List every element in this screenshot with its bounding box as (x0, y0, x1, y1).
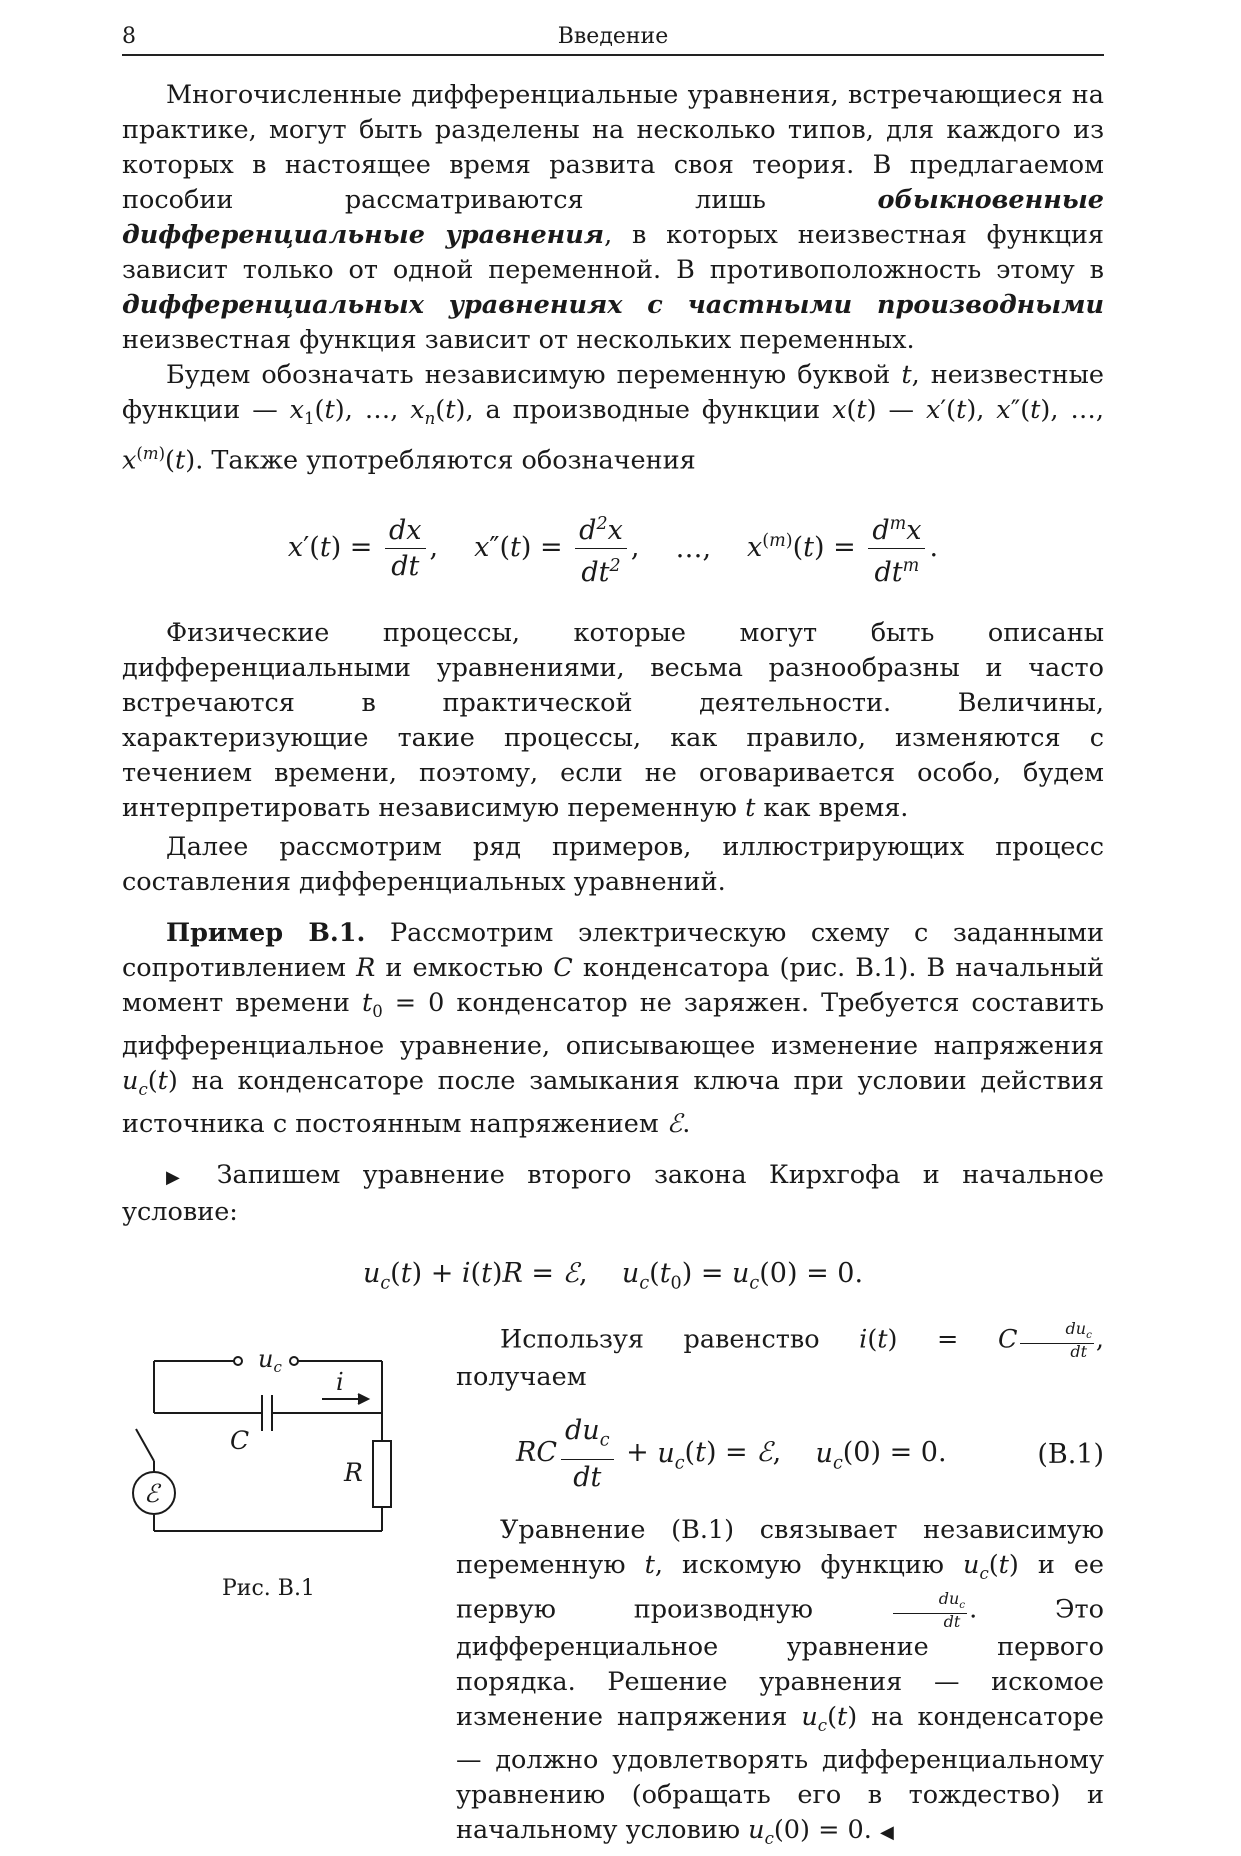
figure-block (122, 1321, 1104, 1856)
running-header (122, 20, 1104, 56)
figure-caption: Рис. В.1 (222, 1576, 315, 1602)
kirchhoff-equation: $u_c(t) + i(t)R$ = ℰ, $u_c(t_0) = u_c(0) = 0$. (362, 1257, 864, 1294)
resistor-label: R (344, 1458, 363, 1488)
paragraph-tail: Уравнение (В.1) связывает независимую переменную t, искомую функцию $u_c(t)$ и ее первую производную $\frac{du_c}{dt}$ . Это дифференциальное уравнение первого порядка. Решение уравнения — искомое изменение напряжения $u_c(t)$ на конденсаторе — должно удовлетворять дифференциальному уравнению (обращать его в тождество) и начальному условию $u_c(0) = 0$. ◀ (456, 1514, 1105, 1849)
paragraph-intro: Многочисленные дифференциальные уравнения, встречающиеся на практике, могут быть разделены на несколько типов, для каждого из которых в настоящее время развита своя теория. В предлагаемом пособии рассматриваются лишь обыкновенные дифференциальные уравнения, в которых неизвестная функция зависит только от одной переменной. В противоположность этому в дифференциальных уравнениях с частными производными неизвестная функция зависит от нескольких переменных. (122, 80, 1104, 355)
current-arrowhead (358, 1394, 368, 1404)
proof-start-icon: ▶ (166, 1166, 195, 1188)
page (122, 0, 1105, 1849)
equation-label: (В.1) (1037, 1438, 1104, 1470)
right-column (456, 1321, 1104, 1856)
proof-end-icon: ◀ (880, 1822, 894, 1844)
paragraph-notation: Будем обозначать независимую переменную буквой t, неизвестные функции — $x_1(t)$, …, $x_n(t)$, а производные функции x(t) — x′(t), x″(t), …, $x^{(m)}(t)$. Также употребляются обозначения (122, 360, 1104, 476)
paragraph-using: Используя равенство i(t) = C $\frac{du_c}{dt}$ , получаем (456, 1319, 1104, 1393)
main-text (122, 78, 1104, 1856)
example-label: Пример В.1. (166, 917, 366, 948)
resistor (373, 1441, 391, 1507)
paragraph-kirchhoff: ▶ Запишем уравнение второго закона Кирхгофа и начальное условие: (122, 1159, 1104, 1227)
paragraph-examples-intro: Далее рассмотрим ряд примеров, иллюстрирующих процесс составления дифференциальных уравнений. (122, 831, 1104, 897)
equation-b1: RC $\frac{du_c}{dt}$ + $u_c(t)$ = ℰ, $u_c(0) = 0$. (В.1) (516, 1415, 1104, 1493)
paragraph-physics: Физические процессы, которые могут быть описаны дифференциальными уравнениями, весьма разнообразны и часто встречаются в практической деятельности. Величины, характеризующие такие процессы, как правило, изменяются с течением времени, поэтому, если не оговаривается особо, будем интерпретировать независимую переменную t как время. (122, 617, 1104, 823)
terminal-left (234, 1357, 242, 1365)
term-pde: дифференциальных уравнениях с частными производными (122, 290, 1104, 320)
switch (136, 1429, 154, 1461)
uc-label: $u_c$ (258, 1345, 282, 1377)
chapter-title: Введение (557, 24, 669, 49)
term-ode: обыкновенные дифференциальные уравнения (122, 185, 1104, 250)
terminal-right (290, 1357, 298, 1365)
paragraph-example: Пример В.1. Рассмотрим электрическую схему с заданными сопротивлением R и емкостью C конденсатора (рис. В.1). В начальный момент времени $t_0 = 0$ конденсатор не заряжен. Требуется составить дифференциальное уравнение, описывающее изменение напряжения $u_c(t)$ на конденсаторе после замыкания ключа при условии действия источника с постоянным напряжением ℰ. (122, 917, 1104, 1139)
derivative-notation-equation: x′(t) = $\frac{dx}{dt}$ , x″(t) = $\frac{d^2x}{dt^2}$ , …, $x^{(m)}(t)$ = $\frac{d^mx}{dt^m}$ . (122, 507, 1104, 590)
emf-label: ℰ (144, 1479, 160, 1509)
page-number: 8 (122, 24, 136, 49)
capacitor-label: C (230, 1426, 250, 1456)
current-label: i (336, 1368, 344, 1397)
